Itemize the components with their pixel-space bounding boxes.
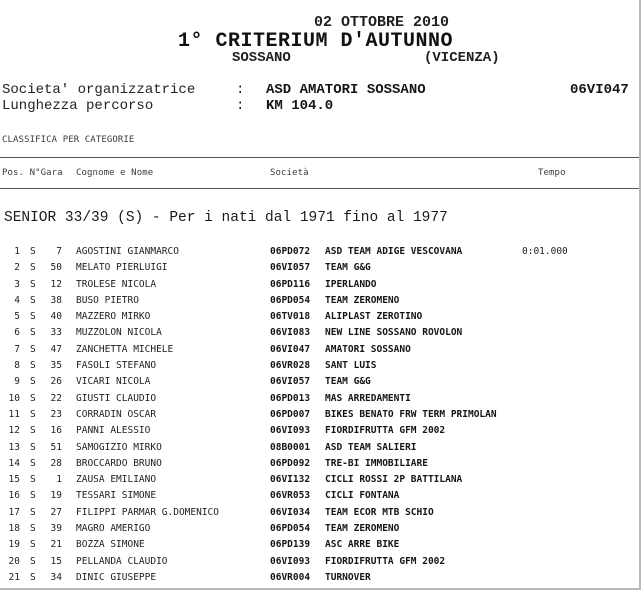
result-team-code: 06VI057	[270, 376, 311, 388]
result-team-code: 06VI093	[270, 425, 311, 437]
result-name: MELATO PIERLUIGI	[76, 262, 168, 274]
result-team-code: 06VI132	[270, 474, 311, 486]
result-category: S	[30, 392, 36, 404]
result-team-code: 06PD007	[270, 408, 311, 420]
result-team: TEAM ZEROMENO	[325, 523, 400, 535]
result-name: FILIPPI PARMAR G.DOMENICO	[76, 506, 219, 518]
result-position: 8	[14, 360, 20, 372]
result-team-code: 06VI047	[270, 343, 311, 355]
result-team: TEAM ECOR MTB SCHIO	[325, 506, 434, 518]
column-header-name: Cognome e Nome	[76, 168, 154, 178]
result-team-code: 06PD054	[270, 294, 311, 306]
result-bib-number: 7	[56, 246, 62, 257]
result-team-code: 06VI093	[270, 555, 311, 567]
result-team: FIORDIFRUTTA GFM 2002	[325, 555, 446, 567]
result-category: S	[30, 327, 36, 339]
distance-value: KM 104.0	[266, 98, 334, 114]
result-team: NEW LINE SOSSANO ROVOLON	[325, 327, 463, 339]
result-team: MAS ARREDAMENTI	[325, 392, 411, 404]
result-team-code: 06VR053	[270, 490, 311, 502]
result-position: 13	[8, 441, 20, 453]
table-row	[0, 246, 641, 262]
result-position: 2	[14, 262, 20, 274]
result-position: 16	[8, 490, 20, 502]
result-position: 11	[8, 408, 20, 420]
table-row	[0, 425, 641, 441]
result-name: AGOSTINI GIANMARCO	[76, 246, 179, 257]
result-bib-number: 33	[50, 327, 62, 339]
result-name: MAGRO AMERIGO	[76, 523, 151, 535]
result-team-code: 08B0001	[270, 441, 311, 453]
result-category: S	[30, 376, 36, 388]
table-row	[0, 409, 641, 425]
result-category: S	[30, 555, 36, 567]
result-category: S	[30, 457, 36, 469]
result-position: 6	[14, 327, 20, 339]
distance-colon: :	[236, 98, 245, 114]
table-row	[0, 458, 641, 474]
table-row	[0, 327, 641, 343]
result-position: 3	[14, 278, 20, 290]
column-header-time: Tempo	[538, 168, 566, 178]
result-team-code: 06PD116	[270, 278, 311, 290]
result-name: SAMOGIZIO MIRKO	[76, 441, 162, 453]
result-position: 19	[8, 539, 20, 551]
result-bib-number: 19	[50, 490, 62, 502]
result-team: ASD TEAM SALIERI	[325, 441, 417, 453]
result-category: S	[30, 539, 36, 551]
result-team-code: 06VR028	[270, 360, 311, 372]
result-category: S	[30, 506, 36, 518]
result-position: 15	[8, 474, 20, 486]
result-name: VICARI NICOLA	[76, 376, 151, 388]
result-team: SANT LUIS	[325, 360, 377, 372]
organizer-colon: :	[236, 82, 245, 98]
table-row	[0, 556, 641, 572]
result-name: FASOLI STEFANO	[76, 360, 157, 372]
result-position: 9	[14, 376, 20, 388]
distance-label: Lunghezza percorso	[2, 98, 154, 114]
table-row	[0, 360, 641, 376]
result-category: S	[30, 278, 36, 290]
result-position: 5	[14, 311, 20, 323]
result-team-code: 06PD013	[270, 392, 311, 404]
result-team-code: 06PD139	[270, 539, 311, 551]
result-team: ASD TEAM ADIGE VESCOVANA	[325, 246, 463, 257]
table-row	[0, 490, 641, 506]
table-row	[0, 539, 641, 555]
result-category: S	[30, 343, 36, 355]
results-table	[0, 246, 641, 588]
result-bib-number: 50	[50, 262, 62, 274]
result-bib-number: 23	[50, 408, 62, 420]
result-team-code: 06VI034	[270, 506, 311, 518]
result-bib-number: 40	[50, 311, 62, 323]
result-team: ASC ARRE BIKE	[325, 539, 400, 551]
result-team: AMATORI SOSSANO	[325, 343, 411, 355]
result-category: S	[30, 360, 36, 372]
result-team-code: 06VI083	[270, 327, 311, 339]
organizer-label: Societa' organizzatrice	[2, 82, 196, 98]
result-name: PANNI ALESSIO	[76, 425, 151, 437]
result-team: TEAM G&G	[325, 376, 371, 388]
result-team: ALIPLAST ZEROTINO	[325, 311, 423, 323]
table-row	[0, 279, 641, 295]
race-date: 02 OTTOBRE 2010	[314, 14, 450, 31]
table-row	[0, 311, 641, 327]
table-row	[0, 523, 641, 539]
result-category: S	[30, 474, 36, 486]
table-row	[0, 442, 641, 458]
category-heading: SENIOR 33/39 (S) - Per i nati dal 1971 fino al 1977	[4, 210, 448, 226]
result-name: MUZZOLON NICOLA	[76, 327, 162, 339]
result-bib-number: 51	[50, 441, 62, 453]
table-row	[0, 295, 641, 311]
result-bib-number: 26	[50, 376, 62, 388]
result-category: S	[30, 425, 36, 437]
result-bib-number: 16	[50, 425, 62, 437]
result-bib-number: 27	[50, 506, 62, 518]
result-name: CORRADIN OSCAR	[76, 408, 157, 420]
result-team: CICLI ROSSI 2P BATTILANA	[325, 474, 463, 486]
table-row	[0, 507, 641, 523]
organizer-code: 06VI047	[570, 82, 629, 98]
result-name: PELLANDA CLAUDIO	[76, 555, 168, 567]
result-name: ZANCHETTA MICHELE	[76, 343, 174, 355]
result-bib-number: 39	[50, 523, 62, 535]
result-bib-number: 35	[50, 360, 62, 372]
result-name: DINIC GIUSEPPE	[76, 571, 157, 583]
result-position: 20	[8, 555, 20, 567]
result-position: 21	[8, 571, 20, 583]
result-category: S	[30, 246, 36, 257]
result-team-code: 06TV018	[270, 311, 311, 323]
table-row	[0, 393, 641, 409]
result-position: 7	[14, 343, 20, 355]
result-bib-number: 47	[50, 343, 62, 355]
result-category: S	[30, 294, 36, 306]
result-category: S	[30, 262, 36, 274]
result-name: MAZZERO MIRKO	[76, 311, 151, 323]
result-category: S	[30, 408, 36, 420]
header-divider-top	[0, 157, 641, 158]
result-team: TEAM G&G	[325, 262, 371, 274]
result-team-code: 06VR004	[270, 571, 311, 583]
result-position: 17	[8, 506, 20, 518]
result-team-code: 06PD092	[270, 457, 311, 469]
result-team: TEAM ZEROMENO	[325, 294, 400, 306]
result-time: 0:01.000	[522, 246, 568, 257]
result-team: CICLI FONTANA	[325, 490, 400, 502]
result-position: 18	[8, 523, 20, 535]
result-name: BOZZA SIMONE	[76, 539, 145, 551]
result-team: FIORDIFRUTTA GFM 2002	[325, 425, 446, 437]
table-row	[0, 262, 641, 278]
result-bib-number: 22	[50, 392, 62, 404]
result-category: S	[30, 311, 36, 323]
result-bib-number: 28	[50, 457, 62, 469]
table-row	[0, 344, 641, 360]
result-name: TROLESE NICOLA	[76, 278, 157, 290]
result-bib-number: 1	[56, 474, 62, 486]
result-bib-number: 12	[50, 278, 62, 290]
result-category: S	[30, 490, 36, 502]
race-province: (VICENZA)	[424, 50, 500, 66]
result-name: GIUSTI CLAUDIO	[76, 392, 157, 404]
result-category: S	[30, 523, 36, 535]
race-title: 1° CRITERIUM D'AUTUNNO	[178, 30, 454, 53]
result-team: TRE-BI IMMOBILIARE	[325, 457, 428, 469]
result-name: ZAUSA EMILIANO	[76, 474, 157, 486]
classification-title: CLASSIFICA PER CATEGORIE	[2, 135, 135, 145]
result-team-code: 06PD054	[270, 523, 311, 535]
organizer-value: ASD AMATORI SOSSANO	[266, 82, 426, 98]
result-category: S	[30, 571, 36, 583]
table-row	[0, 376, 641, 392]
column-header-pos: Pos. N°Gara	[2, 168, 63, 178]
result-bib-number: 21	[50, 539, 62, 551]
table-row	[0, 474, 641, 490]
race-location: SOSSANO	[232, 50, 291, 66]
result-bib-number: 34	[50, 571, 62, 583]
result-name: BROCCARDO BRUNO	[76, 457, 162, 469]
result-team-code: 06PD072	[270, 246, 311, 257]
table-row	[0, 572, 641, 588]
result-team: TURNOVER	[325, 571, 371, 583]
result-bib-number: 15	[50, 555, 62, 567]
result-position: 10	[8, 392, 20, 404]
result-position: 4	[14, 294, 20, 306]
result-position: 14	[8, 457, 20, 469]
result-team: IPERLANDO	[325, 278, 377, 290]
result-category: S	[30, 441, 36, 453]
result-name: BUSO PIETRO	[76, 294, 139, 306]
header-divider-bottom	[0, 188, 641, 189]
column-header-society: Società	[270, 168, 309, 178]
result-name: TESSARI SIMONE	[76, 490, 157, 502]
result-bib-number: 38	[50, 294, 62, 306]
result-position: 12	[8, 425, 20, 437]
result-team-code: 06VI057	[270, 262, 311, 274]
result-team: BIKES BENATO FRW TERM PRIMOLAN	[325, 408, 497, 420]
result-position: 1	[14, 246, 20, 257]
